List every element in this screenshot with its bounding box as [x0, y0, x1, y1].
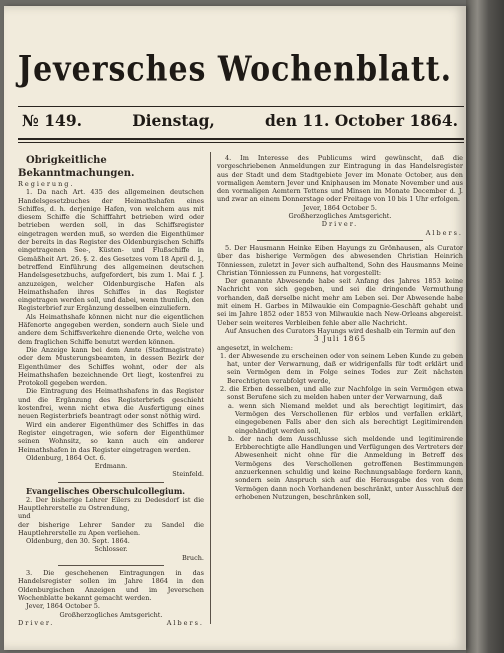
issue-date: den 11. October 1864. — [265, 111, 458, 130]
notice-4-office: Großherzogliches Amtsgericht. — [288, 212, 392, 221]
separator — [257, 240, 423, 241]
issue-weekday: Dienstag, — [132, 111, 215, 130]
notice-2-signature: Schlosser. — [94, 545, 128, 554]
notice-1-place-date: Oldenburg, 1864 Oct. 6. — [26, 453, 106, 462]
notice-5-item-1: 1. der Abwesende zu erscheinen oder von seinem Leben Kunde zu geben hat, unter der Verwarnung, daß er widrigenfalls für todt erklärt und sein Vermögen dem in Folge seines Todes zur Zeit nächsten Berechtigten verabfolgt werde, — [220, 351, 463, 385]
notice-5-item-2b: b. der nach dem Ausschlusse sich meldende und legitimirende Erbberechtigte alle Handlungen und Verfügungen des Vertreters der Abwesenheit nicht ohne für die Anmeldung in Betreff des Vermögens des Verschollenen getroffenen Bestimmungen anzuerkennen schuldig und keine Rechnungsablage fordern kann, sondern sein Anspruch sich auf die Herausgabe des von dem Vermögen dann noch Vorhandenen beschränkt, unter Ausschluß der erhobenen Nutzungen, beschränken soll, — [228, 434, 463, 501]
notice-3-office: Großherzogliches Amtsgericht. — [59, 610, 163, 619]
notice-1-signature-2: Steinfeld. — [172, 470, 204, 479]
notice-1-paragraph-3: Die Anzeige kann bei dem Amte (Stadtmagistrate) oder dem Musterungsbeamten, in dessen Bezirk der Eigenthümer des Schiffes wohnt, oder der als Heimathshafen bezeichnende Ort liegt, kostenfrei zu Protokoll gegeben werden. — [18, 345, 204, 388]
notice-2-paragraph: 2. Der bisherige Lehrer Eilers zu Dedesdorf ist die Hauptlehrerstelle zu Ostrendung, — [18, 495, 204, 512]
right-column — [217, 154, 463, 501]
column-divider — [210, 152, 211, 624]
separator — [58, 565, 164, 566]
book-edge — [466, 0, 504, 653]
official-notices-heading: Obrigkeitliche Bekanntmachungen. — [18, 155, 135, 179]
masthead-title: Jeversches Wochenblatt. — [17, 49, 453, 90]
notice-5-item-2: 2. die Erben desselben, und alle zur Nachfolge in sein Vermögen etwa sonst Berufene sich zu melden haben unter der Verwarnung, daß — [220, 385, 463, 402]
issue-number: № 149. — [22, 111, 82, 130]
notice-2-signature-2: Bruch. — [182, 553, 204, 562]
masthead-rule — [18, 106, 464, 107]
notice-5-date: 3 Juli 1865 — [313, 334, 367, 344]
issue-rule-top — [18, 138, 464, 140]
notice-4-paragraph: 4. Im Interesse des Publicums wird gewünscht, daß die vorgeschriebenen Anmeldungen zur Eintragung in das Handelsregister aus der Stadt und dem Stadtgebiete Jever im Monate October, aus den vormaligen Aemtern Jever und Kniphausen im Monate November und aus den vormaligen Aemtern Tettens und Minsen im Monate December d. J. und zwar an einem Donnerstage oder Freitage von 10 bis 1 Uhr erfolgen. — [217, 154, 463, 204]
notice-5-paragraph: 5. Der Hausmann Heinke Eiben Hayungs zu Grönhausen, als Curator über das bisherige Vermögen des abwesenden Christian Heinrich Tönniessen, zuletzt in Jever sich aufhaltend, Sohn des Hausmanns Meine Christian Tönniessen zu Funnens, hat vorgestellt: — [217, 243, 463, 277]
notice-3-place-date: Jever, 1864 October 5. — [26, 602, 100, 611]
notice-1-paragraph-4: Die Eintragung des Heimathshafens in das Register und die Ergänzung des Registerbriefs geschieht kostenfrei, wenn nicht etwa die Ausfertigung eines neuen Registerbriefs beantragt oder sonst nöthig wird. — [18, 387, 204, 421]
notice-5-paragraph-3: Auf Ansuchen des Curators Hayungs wird deshalb ein Termin auf den — [225, 326, 456, 335]
notice-4-signature-2: Albers. — [425, 228, 463, 237]
notice-1-paragraph-5: Wird ein anderer Eigenthümer des Schiffes in das Register eingetragen, wie sofern der Eigenthümer seinen Wohnsitz, so kann auch ein anderer Heimathshafen in das Register eingetragen werden. — [18, 420, 204, 454]
notice-4-signature: Driver. — [321, 220, 359, 229]
issue-line — [22, 111, 458, 130]
notice-2-and: und — [18, 512, 31, 521]
notice-1-paragraph: 1. Da nach Art. 435 des allgemeinen deutschen Handelsgesetzbuches der Heimathshafen eines Schiffes, d. h. derjenige Hafen, von welchem aus mit diesem Schiffe die Schifffahrt betrieben wird oder betrieben werden soll, in das Schiffsregister eingetragen werden muß, so werden die Eigenthümer der bereits in das Register des Oldenburgischen Schiffs eingetragenen See-, Küsten- und Flußschiffe in Gemäßheit Art. 26. §. 2. des Gesetzes vom 18 April d. J., betreffend Einführung des allgemeinen deutschen Handelsgesetzbuchs, aufgefordert, bis zum 1. Mai f. J. anzuzeigen, welcher Oldenburgische Hafen als Heimathshafen ihres Schiffes in das Register eingetragen werden soll, und dabei, wenn thunlich, den Registerbrief zur Ergänzung desselben einzuliefern. — [18, 188, 204, 313]
notice-2-paragraph-2: der bisherige Lehrer Sander zu Sandel die Hauptlehrerstelle zu Apen verliehen. — [18, 520, 204, 537]
notice-1-paragraph-2: Als Heimathshafe können nicht nur die eigentlichen Häfenorte angegeben werden, sondern auch Siele und andere dem Schiffsverkehre dienende Orte, welche von dem fraglichen Schiffe benutzt werden können. — [18, 312, 204, 346]
notice-1-signature: Erdmann. — [94, 462, 128, 471]
notice-3-signatures — [18, 619, 204, 627]
left-column — [18, 154, 204, 627]
notice-5-paragraph-2: Der genannte Abwesende habe seit Anfang des Jahres 1853 keine Nachricht von sich gegeben, und sei die dringende Vermuthung vorhanden, daß derselbe nicht mehr am Leben sei. Der Abwesende habe mit einem H. Garbes in Milwaukie ein Compagnie-Geschäft gehabt und sei im Jahre 1852 oder 1853 von Milwaukie nach New-Orleans abgereist. Ueber sein weiteres Verbleiben fehle aber alle Nachricht. — [217, 277, 463, 327]
notice-3-signature-2: Albers. — [166, 618, 204, 627]
notice-3-signature: Driver. — [18, 618, 55, 627]
separator — [58, 482, 164, 483]
government-subheading: Regierung. — [18, 180, 75, 188]
notice-5-item-2a: a. wenn sich Niemand meldet und als berechtigt legitimirt, das Vermögen des Verschollenen für erblos und verfallen erklärt, eingegebenen Falls aber den sich als berechtigt Legitimirenden eingehändigt werden soll, — [228, 401, 463, 435]
notice-2-place-date: Oldenburg, den 30. Sept. 1864. — [26, 537, 130, 546]
newspaper-page — [4, 6, 466, 650]
notice-3-paragraph: 3. Die geschehenen Eintragungen in das Handelsregister sollen im Jahre 1864 in den Oldenburgischen Anzeigen und im Jeverschen Wochenblatte bekannt gemacht werden. — [18, 569, 204, 602]
issue-rule-bottom — [18, 142, 464, 143]
notice-5-paragraph-4: angesetzt, in welchem: — [217, 343, 293, 352]
school-college-heading: Evangelisches Oberschulcollegium. — [26, 485, 186, 496]
notice-4-place-date: Jever, 1864 October 5. — [303, 203, 377, 212]
